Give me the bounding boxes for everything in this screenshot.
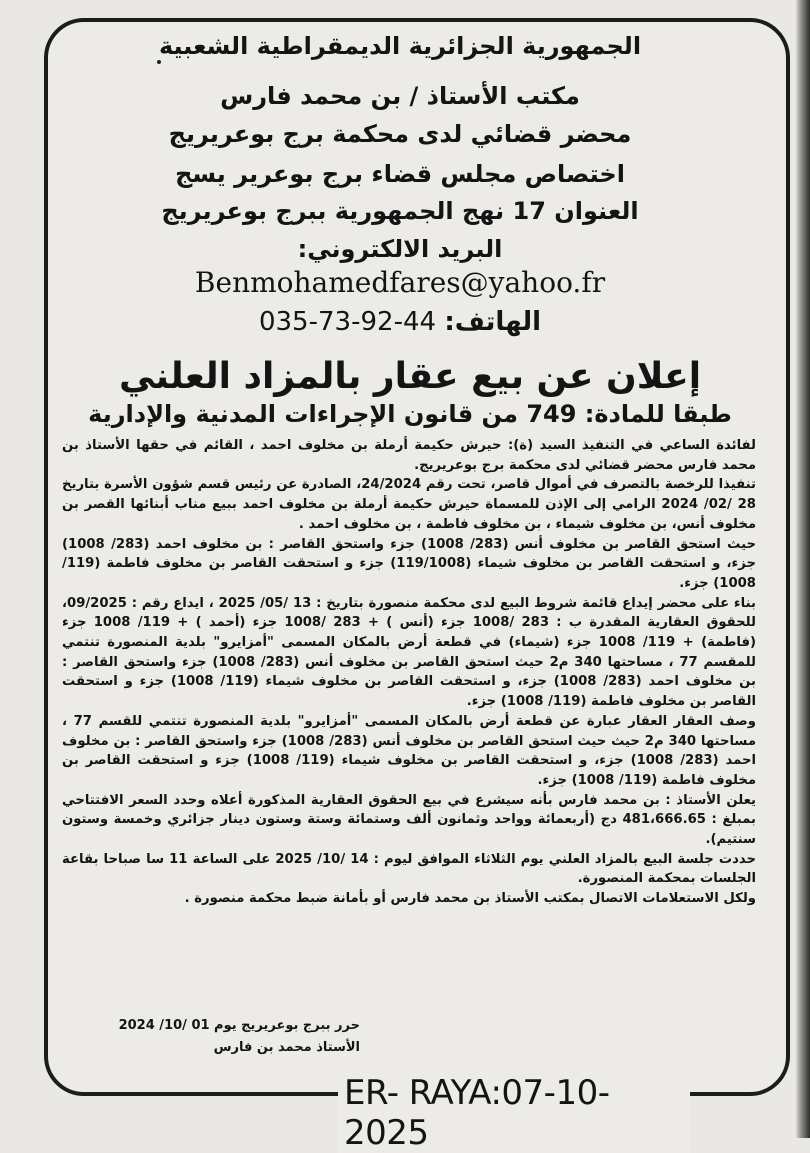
announcement-subtitle: طبقا للمادة: 749 من قانون الإجراءات المدنية والإدارية bbox=[88, 400, 732, 428]
paragraph-contact: ولكل الاستعلامات الاتصال بمكتب الأستاذ بن محمد فارس أو بأمانة ضبط محكمة منصورة . bbox=[184, 891, 756, 907]
announcement-body bbox=[62, 436, 756, 909]
signature-name: الأستاذ محمد بن فارس bbox=[213, 1040, 360, 1055]
print-speck bbox=[157, 60, 161, 64]
phone-label: الهاتف: bbox=[444, 307, 542, 337]
signature-date: حرر ببرج بوعريريج يوم 01 /10/ 2024 bbox=[118, 1018, 360, 1033]
phone-line bbox=[90, 307, 710, 337]
publication-footer: ER- RAYA:07-10-2025 bbox=[338, 1073, 690, 1153]
republic-heading: الجمهورية الجزائرية الديمقراطية الشعبية bbox=[158, 32, 642, 60]
jurisdiction-heading: اختصاص مجلس قضاء برج بوعرير يسج bbox=[175, 160, 625, 188]
paragraph-authorization: تنفيذا للرخصة بالتصرف في أموال قاصر، تحت رقم 24/2024، الصادرة عن رئيس قسم شؤون الأسرة بتاريخ 28 /02/ 2024 الرامي إلى الإذن للمسماة حيرش حكيمة أرملة بن مخلوف احمد ببيع مناب أبنائها القصر بن مخلوف أنس، بن مخلوف شيماء ، بن مخلوف فاطمة ، بن مخلوف احمد . bbox=[62, 477, 756, 532]
announcement-title: إعلان عن بيع عقار بالمزاد العلني bbox=[118, 356, 702, 397]
office-heading: مكتب الأستاذ / بن محمد فارس bbox=[220, 82, 580, 110]
paragraph-property-description: وصف العقار العقار عبارة عن قطعة أرض بالمكان المسمى "أمزايرو" بلدية المنصورة تنتمي للقسم 77 ، مساحتها 340 م2 حيث حيث استحق القاصر بن مخلوف أنس (283/ 1008) جزء واستحق القاصر : بن مخلوف احمد (283/ 1008) جزء، و استحقت القاصر بن مخلوف شيماء (119/ 1008) جزء و استحقت القاصر بن مخلوف فاطمة (119/ 1008) جزء. bbox=[62, 713, 756, 788]
paragraph-deposit: بناء على محضر إيداع قائمة شروط البيع لدى محكمة منصورة بتاريخ : 13 /05/ 2025 ، ايداع رقم : 09/2025، للحقوق العقارية المقدرة ب : 283 /1008 جزء (أنس ) + 283 /1008 جزء (أحمد ) + 119/ 1008 جزء (فاطمة) + 119/ 1008 جزء (شيماء) في قطعة أرض بالمكان المسمى "أمزايرو" بلدية المنصورة تنتمي للمقسم 77 ، مساحتها 340 م2 حيث استحق القاصر بن مخلوف أنس (283/ 1008) جزء واستحق القاصر : بن مخلوف احمد (283/ 1008) جزء، و استحقت القاصر بن مخلوف شيماء (119/ 1008) جزء و استحقت القاصر بن مخلوف فاطمة (119/ 1008) جزء. bbox=[62, 595, 756, 710]
phone-number: 44-92-73-035 bbox=[258, 307, 437, 337]
email-address: Benmohamedfares@yahoo.fr bbox=[194, 266, 606, 299]
adjacent-column-edge bbox=[796, 0, 810, 1138]
paragraph-beneficiary: لفائدة الساعي في التنفيذ السيد (ة): حيرش حكيمة أرملة بن مخلوف احمد ، القائم في حقها الأستاذ بن محمد فارس محضر قضائي لدى محكمة برج بوعريريج. bbox=[62, 438, 756, 473]
paragraph-auction-date: حددت جلسة البيع بالمزاد العلني يوم الثلاثاء الموافق ليوم : 14 /10/ 2025 على الساعة 11 سا صباحا بقاعة الجلسات بمحكمة المنصورة. bbox=[62, 851, 756, 887]
address-heading: العنوان 17 نهج الجمهورية ببرج بوعريريج bbox=[161, 197, 639, 225]
email-label: البريد الالكتروني: bbox=[297, 235, 503, 263]
role-heading: محضر قضائي لدى محكمة برج بوعريريج bbox=[168, 120, 632, 148]
paragraph-opening-price: يعلن الأستاذ : بن محمد فارس بأنه سيشرع في بيع الحقوق العقارية المذكورة أعلاه وحدد السعر الافتتاحي بمبلغ : 481،666.65 دج (أربعمائة وواحد وثمانون ألف وستمائة وستة وستون دينار جزائري وخمسة وستون سنتيم). bbox=[62, 792, 756, 848]
paragraph-shares: حيث استحق القاصر بن مخلوف أنس (283/ 1008) جزء واستحق القاصر : بن مخلوف احمد (283/ 1008) جزء، و استحقت القاصر بن مخلوف شيماء (119/1008) جزء و استحقت القاصر بن مخلوف فاطمة (119/ 1008) جزء. bbox=[62, 536, 756, 591]
